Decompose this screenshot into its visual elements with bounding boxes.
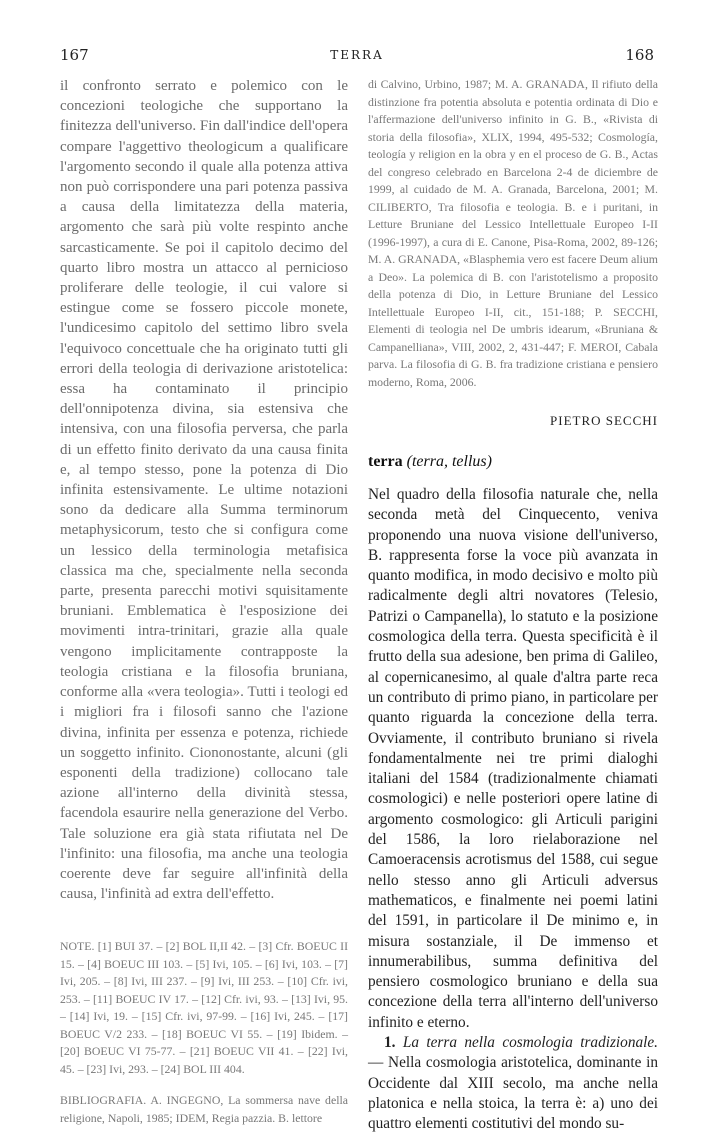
left-column [60, 76, 348, 1127]
entry-gloss: (terra, tellus) [406, 453, 492, 470]
section-1 [368, 1033, 658, 1134]
right-column [368, 76, 658, 1135]
author-signature: PIETRO SECCHI [550, 413, 658, 428]
bibliography-continued: di Calvino, Urbino, 1987; M. A. GRANADA, Il rifiuto della distinzione fra potentia absoluta e potentia ordinata di Dio e l'affermazione dell'universo infinito in G. B., «Rivista di storia della filosofia», XLIX, 1994, 495-532; Cosmología, teología y religion en la obra y en el proceso de G. B., Actas del congreso celebrado en Barcelona 2-4 de diciembre de 1999, al cuidado de M. A. Granada, Barcelona, 2001; M. CILIBERTO, Tra filosofia e teologia. B. e i puritani, in Letture Bruniane del Lessico Intellettuale Europeo I-II (1996-1997), a cura di E. Canone, Pisa-Roma, 2002, 89-126; M. A. GRANADA, «Blasphemia vero est facere Deum alium a Deo». La polemica di B. con l'aristotelismo a proposito della potenza di Dio, in Letture Bruniane del Lessico Intellettuale Europeo I-II, cit., 151-188; P. SECCHI, Elementi di teologia nel De umbris idearum, «Bruniana & Campanelliana», VIII, 2002, 2, 431-447; F. MEROI, Cabala parva. La filosofia di G. B. fra tradizione cristiana e pensiero moderno, Roma, 2006. [368, 77, 658, 389]
running-title: TERRA [330, 48, 384, 62]
entry-heading [368, 453, 658, 471]
entry-body: Nel quadro della filosofia naturale che, nella seconda metà del Cinquecento, veniva proponendo una nuova visione dell'universo, B. rappresenta forse la voce più avanzata in quanto modifica, in modo decisivo e molto più radicalmente degli altri novatores (Telesio, Patrizi o Campanella), lo statuto e la posizione cosmologica della terra. Questa specificità è il frutto della sua adesione, ben prima di Galileo, al copernicanesimo, al quale d'altra parte reca un contributo di primo piano, in particolare per quanto riguarda la concezione della terra. Ovviamente, il contributo bruniano si rivela fondamentalmente nei tre primi dialoghi italiani del 1584 (tradizionalmente chiamati cosmologici) e nelle posteriori opere latine di argomento cosmologico: gli Articuli parigini del 1586, la loro rielaborazione nel Camoeracensis acrotismus del 1588, cui segue nello stesso anno gli Articuli adversus mathematicos, e finalmente nei poemi latini del 1591, in particolare il De minimo e, in misura sostanziale, il De immenso et innumerabilibus, summa definitiva del pensiero cosmologico bruniano e della sua concezione della terra all'interno dell'universo infinito e eterno. [368, 486, 658, 1031]
running-header [60, 46, 654, 64]
footnotes: NOTE. [1] BUI 37. – [2] BOL II,II 42. – [3] Cfr. BOEUC II 15. – [4] BOEUC III 103. – [5] Ivi, 105. – [6] Ivi, 103. – [7] Ivi, 205. – [8] Ivi, III 237. – [9] Ivi, III 253. – [10] Cfr. ivi, 253. – [11] BOEUC IV 17. – [12] Cfr. ivi, 93. – [13] Ivi, 95. – [14] Ivi, 19. – [15] Cfr. ivi, 97-99. – [16] Ivi, 245. – [17] BOEUC V/2 233. – [18] BOEUC VI 55. – [19] Ibidem. – [20] BOEUC VI 75-77. – [21] BOEUC VII 41. – [22] Ivi, 45. – [23] Ivi, 293. – [24] BOL III 404. [60, 939, 348, 1076]
section-title: La terra nella cosmologia tradizionale. [402, 1034, 658, 1052]
left-body-text: il confronto serrato e polemico con le concezioni teologiche che supportano la finitezza dell'universo. Fin dall'indice dell'opera compare l'aggettivo theologicum a qualificare l'argomento secondo il quale alla potenza attiva non può corrispondere una pari potenza passiva a causa della limitatezza della materia, argomento che sarà più volte respinto anche sarcasticamente. Se poi il capitolo decimo del quarto libro mostra un attacco al pernicioso proliferare delle teologie, il cui valore si estingue come se fossero piccole monete, l'undicesimo capitolo del settimo libro svela l'equivoco concettuale che ha originato tutti gli errori della teologia di derivazione aristotelica: essa ha contaminato il principio dell'onnipotenza divina, sia estensiva che intensiva, con una filosofia perversa, che parla di un effetto finito derivato da una causa finita e, al tempo stesso, pone la potenza di Dio infinita estensivamente. Le ultime notazioni sono da dedicare alla Summa terminorum metaphysicorum, testo che si configura come un lessico della terminologia metafisica classica ma che, specialmente nella seconda parte, presenta parecchi motivi squisitamente bruniani. Emblematica è l'esposizione dei movimenti intra-trinitari, grazie alla quale vengono implicitamente contrapposte la teologia cristiana e la filosofia bruniana, conforme alla «vera teologia». Tutti i teologi ed i migliori fra i filosofi sanno che l'azione divina, infinita per essenza e potenza, richiede un soggetto infinito. Ciononostante, alcuni (gli esponenti della tradizione) collocano tale azione all'interno della divinità stessa, facendola esaurire nella generazione del Verbo. Tale soluzione era già stata rifiutata nel De l'infinito: una filosofia, ma anche una teologia coerente deve far seguire all'infinità della causa, l'infinità ad extra dell'effetto. [60, 78, 348, 903]
section-body: — Nella cosmologia aristotelica, dominante in Occidente dal XIII secolo, ma anche nella platonica e nella stoica, la terra è: a) uno dei quattro elementi costitutivi del mondo su- [368, 1054, 658, 1133]
page-number-left: 167 [60, 46, 89, 64]
section-number: 1. [384, 1034, 396, 1052]
page-number-right: 168 [625, 46, 654, 64]
bibliography: BIBLIOGRAFIA. A. INGEGNO, La sommersa nave della religione, Napoli, 1985; IDEM, Regia pazzia. B. lettore [60, 1093, 348, 1125]
entry-word: terra [368, 453, 403, 470]
